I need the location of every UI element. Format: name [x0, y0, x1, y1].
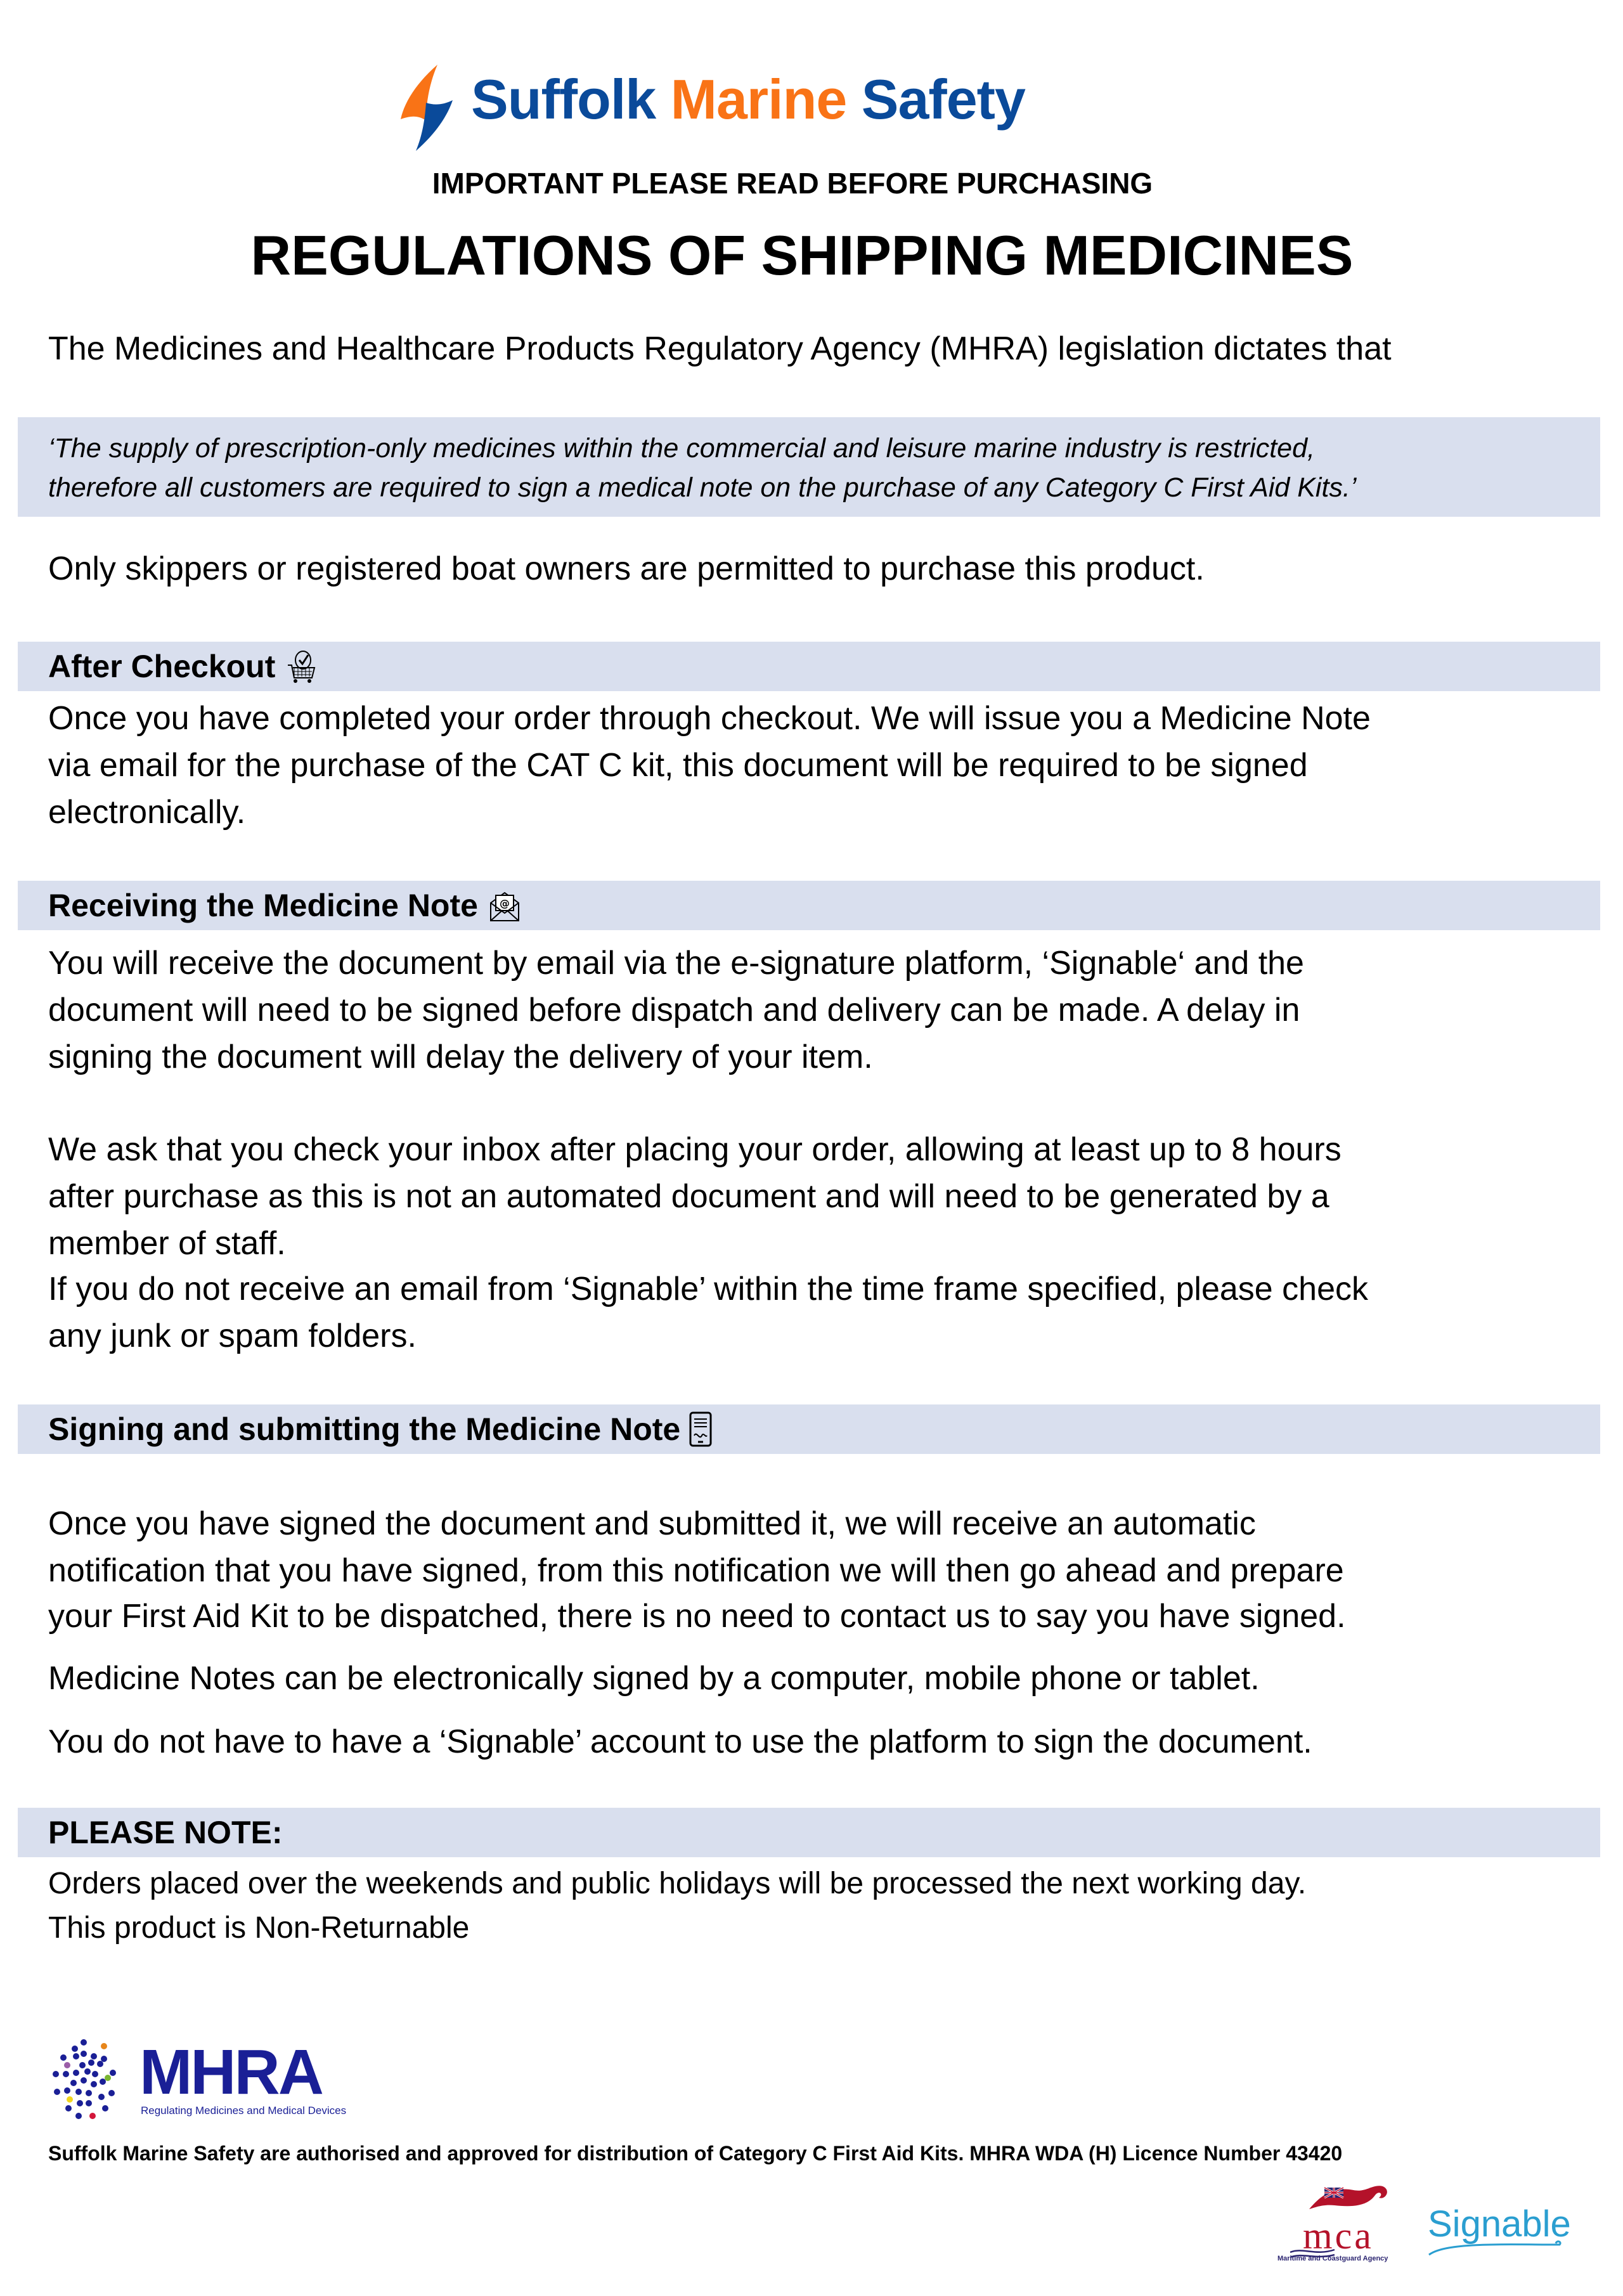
brand-word-suffolk: Suffolk: [471, 68, 656, 131]
important-notice: IMPORTANT PLEASE READ BEFORE PURCHASING: [432, 167, 1153, 200]
body-line: Once you have completed your order through checkout. We will issue you a Medicine Note: [48, 700, 1371, 737]
mca-logo: [1277, 2181, 1404, 2270]
section-header-after-checkout: [18, 642, 1600, 691]
body-line: Medicine Notes can be electronically signed by a computer, mobile phone or tablet.: [48, 1660, 1260, 1697]
brand-name: [471, 67, 1025, 132]
section-header-please-note: [18, 1808, 1600, 1857]
body-line: document will need to be signed before dispatch and delivery can be made. A delay in: [48, 992, 1300, 1028]
licence-statement: Suffolk Marine Safety are authorised and approved for distribution of Category C First Aid Kits. MHRA WDA (H) Licence Number 43420: [48, 2142, 1343, 2165]
signable-logo: [1426, 2194, 1571, 2264]
body-line: We ask that you check your inbox after placing your order, allowing at least up to 8 hours: [48, 1131, 1342, 1168]
note-line: Orders placed over the weekends and public holidays will be processed the next working day.: [48, 1867, 1307, 1900]
legislation-quote: [48, 429, 1356, 507]
section-title: PLEASE NOTE:: [48, 1815, 283, 1850]
mca-tagline: Maritime and Coastguard Agency: [1277, 2255, 1388, 2262]
quote-band: [18, 417, 1600, 517]
mhra-logo: [51, 2037, 347, 2121]
body-line: electronically.: [48, 794, 246, 831]
body-line: your First Aid Kit to be dispatched, there is no need to contact us to say you have signed.: [48, 1598, 1346, 1635]
body-line: member of staff.: [48, 1225, 286, 1262]
sail-logo-icon: [398, 63, 455, 152]
mhra-tagline: Regulating Medicines and Medical Devices: [141, 2105, 347, 2117]
body-line: You will receive the document by email via the e-signature platform, ‘Signable‘ and the: [48, 945, 1304, 982]
body-line: If you do not receive an email from ‘Signable’ within the time frame specified, please check: [48, 1271, 1369, 1307]
section-title: Signing and submitting the Medicine Note: [48, 1411, 681, 1447]
body-line: after purchase as this is not an automated document and will need to be generated by a: [48, 1178, 1329, 1215]
body-line: via email for the purchase of the CAT C kit, this document will be required to be signed: [48, 747, 1308, 784]
body-line: notification that you have signed, from this notification we will then go ahead and prepare: [48, 1552, 1344, 1589]
quote-line: therefore all customers are required to sign a medical note on the purchase of any Category C First Aid Kits.’: [48, 472, 1357, 503]
mobile-document-sign-icon: [684, 1411, 717, 1447]
brand-word-marine: Marine: [670, 68, 847, 131]
page-title: REGULATIONS OF SHIPPING MEDICINES: [250, 224, 1354, 287]
shopping-cart-check-icon: [285, 649, 318, 684]
quote-line: ‘The supply of prescription-only medicines within the commercial and leisure marine industry is restricted,: [48, 433, 1315, 464]
svg-text:@: @: [499, 897, 510, 909]
body-line: Once you have signed the document and submitted it, we will receive an automatic: [48, 1505, 1256, 1542]
mca-wordmark: mca: [1303, 2215, 1374, 2257]
email-envelope-icon: [488, 888, 521, 923]
suffolk-marine-safety-logo: [398, 63, 1102, 152]
body-line: signing the document will delay the delivery of your item.: [48, 1039, 873, 1075]
eligibility-text: Only skippers or registered boat owners are permitted to purchase this product.: [48, 550, 1205, 587]
mhra-dots-icon: [51, 2039, 133, 2121]
section-title: Receiving the Medicine Note: [48, 888, 478, 923]
signature-swoosh-icon: [1426, 2236, 1566, 2261]
signable-wordmark: Signable: [1428, 2203, 1571, 2245]
note-line: This product is Non-Returnable: [48, 1911, 470, 1945]
body-line: any junk or spam folders.: [48, 1318, 417, 1354]
section-title: After Checkout: [48, 649, 276, 684]
mhra-wordmark: MHRA: [139, 2037, 322, 2108]
intro-lead: The Medicines and Healthcare Products Regulatory Agency (MHRA) legislation dictates that: [48, 330, 1392, 367]
section-header-signing: [18, 1404, 1600, 1454]
section-header-receiving: [18, 881, 1600, 930]
brand-word-safety: Safety: [861, 68, 1025, 131]
body-line: You do not have to have a ‘Signable’ account to use the platform to sign the document.: [48, 1723, 1312, 1760]
